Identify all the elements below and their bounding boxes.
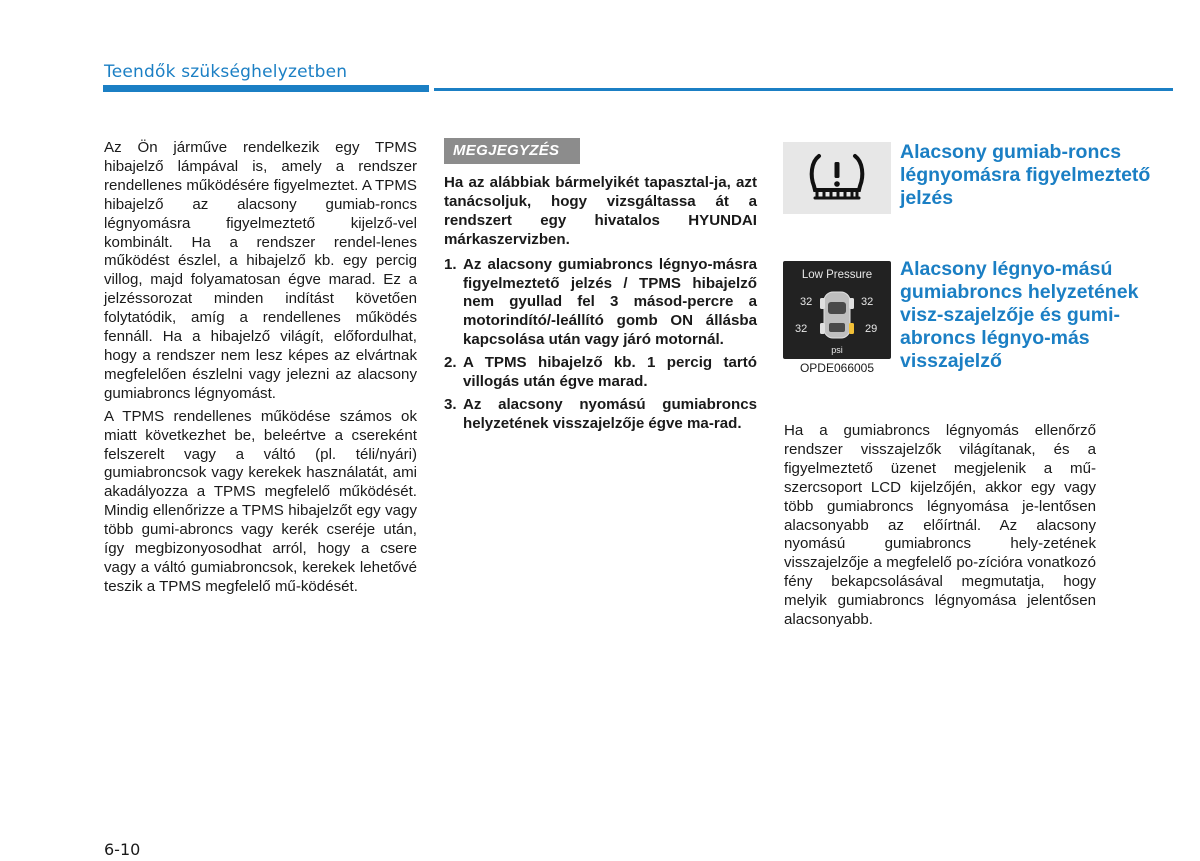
note-item-number: 2. [444,354,457,372]
note-list [444,256,757,434]
note-intro: Ha az alábbiak bármelyikét tapasztal-ja, azt tanácsoljuk, hogy vizsgáltassa át a rendszert egy hivatalos HYUNDAI márkaszervizben. [444,174,757,248]
paragraph-tpms-malfunction-causes: A TPMS rendellenes működése számos ok miatt következhet be, beleértve a csereként felszerelt vagy a váltó (pl. téli/nyári) gumiabroncsok vagy kerekek használatát, ami akadályozza a TPMS megfelelő működését. Mindig ellenőrizze a TPMS hibajelzőt egy vagy több gumi-abroncs vagy kerék cseréje után, így megbizonyosodhat arról, hogy a csere vagy a váltó gumiabroncsok, kerekek lehetővé teszik a TPMS megfelelő mű-ködését. [104,407,417,595]
note-badge: MEGJEGYZÉS [444,138,580,164]
pressure-rear-left: 32 [795,323,808,335]
note-item-number: 3. [444,395,457,413]
pressure-front-left: 32 [800,296,813,308]
lcd-title: Low Pressure [801,269,873,281]
column-3-body [784,422,1096,634]
tpms-warning-icon-box [783,142,891,214]
note-item-number: 1. [444,255,457,273]
heading-low-pressure-warning: Alacsony gumiab-roncs légnyomásra figyelmeztető jelzés [900,141,1151,209]
note-list-item [444,354,757,392]
header-rule-thin [434,88,1173,91]
tpms-warning-icon [783,142,891,214]
note-list-item [444,256,757,351]
note-item-text: Az alacsony nyomású gumiabroncs helyzetének visszajelzője égve ma-rad. [463,395,757,432]
note-item-text: Az alacsony gumiabroncs légnyo-másra figyelmeztető jelzés / TPMS hibajelző nem gyullad fel 3 másod-percre a motorindító/-leállító gomb ON állásba kapcsolása után vagy járó motornál. [463,255,757,349]
note-list-item [444,396,757,434]
column-1 [104,139,417,601]
heading-low-pressure-position: Alacsony légnyo-mású gumiabroncs helyzetének visz-szajelzője és gumi-abroncs légnyo-más visszajelző [900,258,1139,372]
pressure-front-right: 32 [861,296,874,308]
paragraph-tpms-malfunction-indicator: Az Ön járműve rendelkezik egy TPMS hibajelző lámpával is, amely a rendszer rendellenes működésére figyelmeztet. A TPMS hibajelző az alacsony gumiab-roncs légnyomásra figyelmeztető kijelző-vel kombinált. Ha a rendszer rendel-lenes működést észlel, a hibajelző kb. egy percig villog, majd folyamatosan égve marad. Ez a jelzéssorozat minden indítást követően folytatódik, amíg a rendellenes működés fennáll. Ha a hibajelző világít, előfordulhat, hogy a rendszer nem lesz képes az elvártnak megfelelően észlelni vagy jelezni az alacsony gumiabroncs légnyomást. [104,139,417,402]
note-item-text: A TPMS hibajelző kb. 1 percig tartó villogás után égve marad. [463,354,757,391]
paragraph-position-indicator: Ha a gumiabroncs légnyomás ellenőrző rendszer visszajelzők világítanak, és a figyelmeztető üzenet megjelenik a mű-szercsoport LCD kijelzőjén, akkor egy vagy több gumiabroncs légnyomása je-lentősen alacsonyabb az előírtnál. Az alacsony nyomású gumiabroncs hely-zetének visszajelzője a megfelelő po-zícióra vonatkozó fény bekapcsolásával megmutatja, hogy melyik gumiabroncs légnyomása jelentősen alacsonyabb. [784,422,1096,629]
lcd-display-image [783,261,891,359]
pressure-unit: psi [831,345,843,355]
page-number: 6-10 [104,840,141,859]
header-rule-thick [103,85,429,92]
image-code: OPDE066005 [799,361,875,375]
pressure-rear-right: 29 [865,323,878,335]
note-block [444,174,757,438]
section-header-title: Teendők szükséghelyzetben [104,62,348,82]
